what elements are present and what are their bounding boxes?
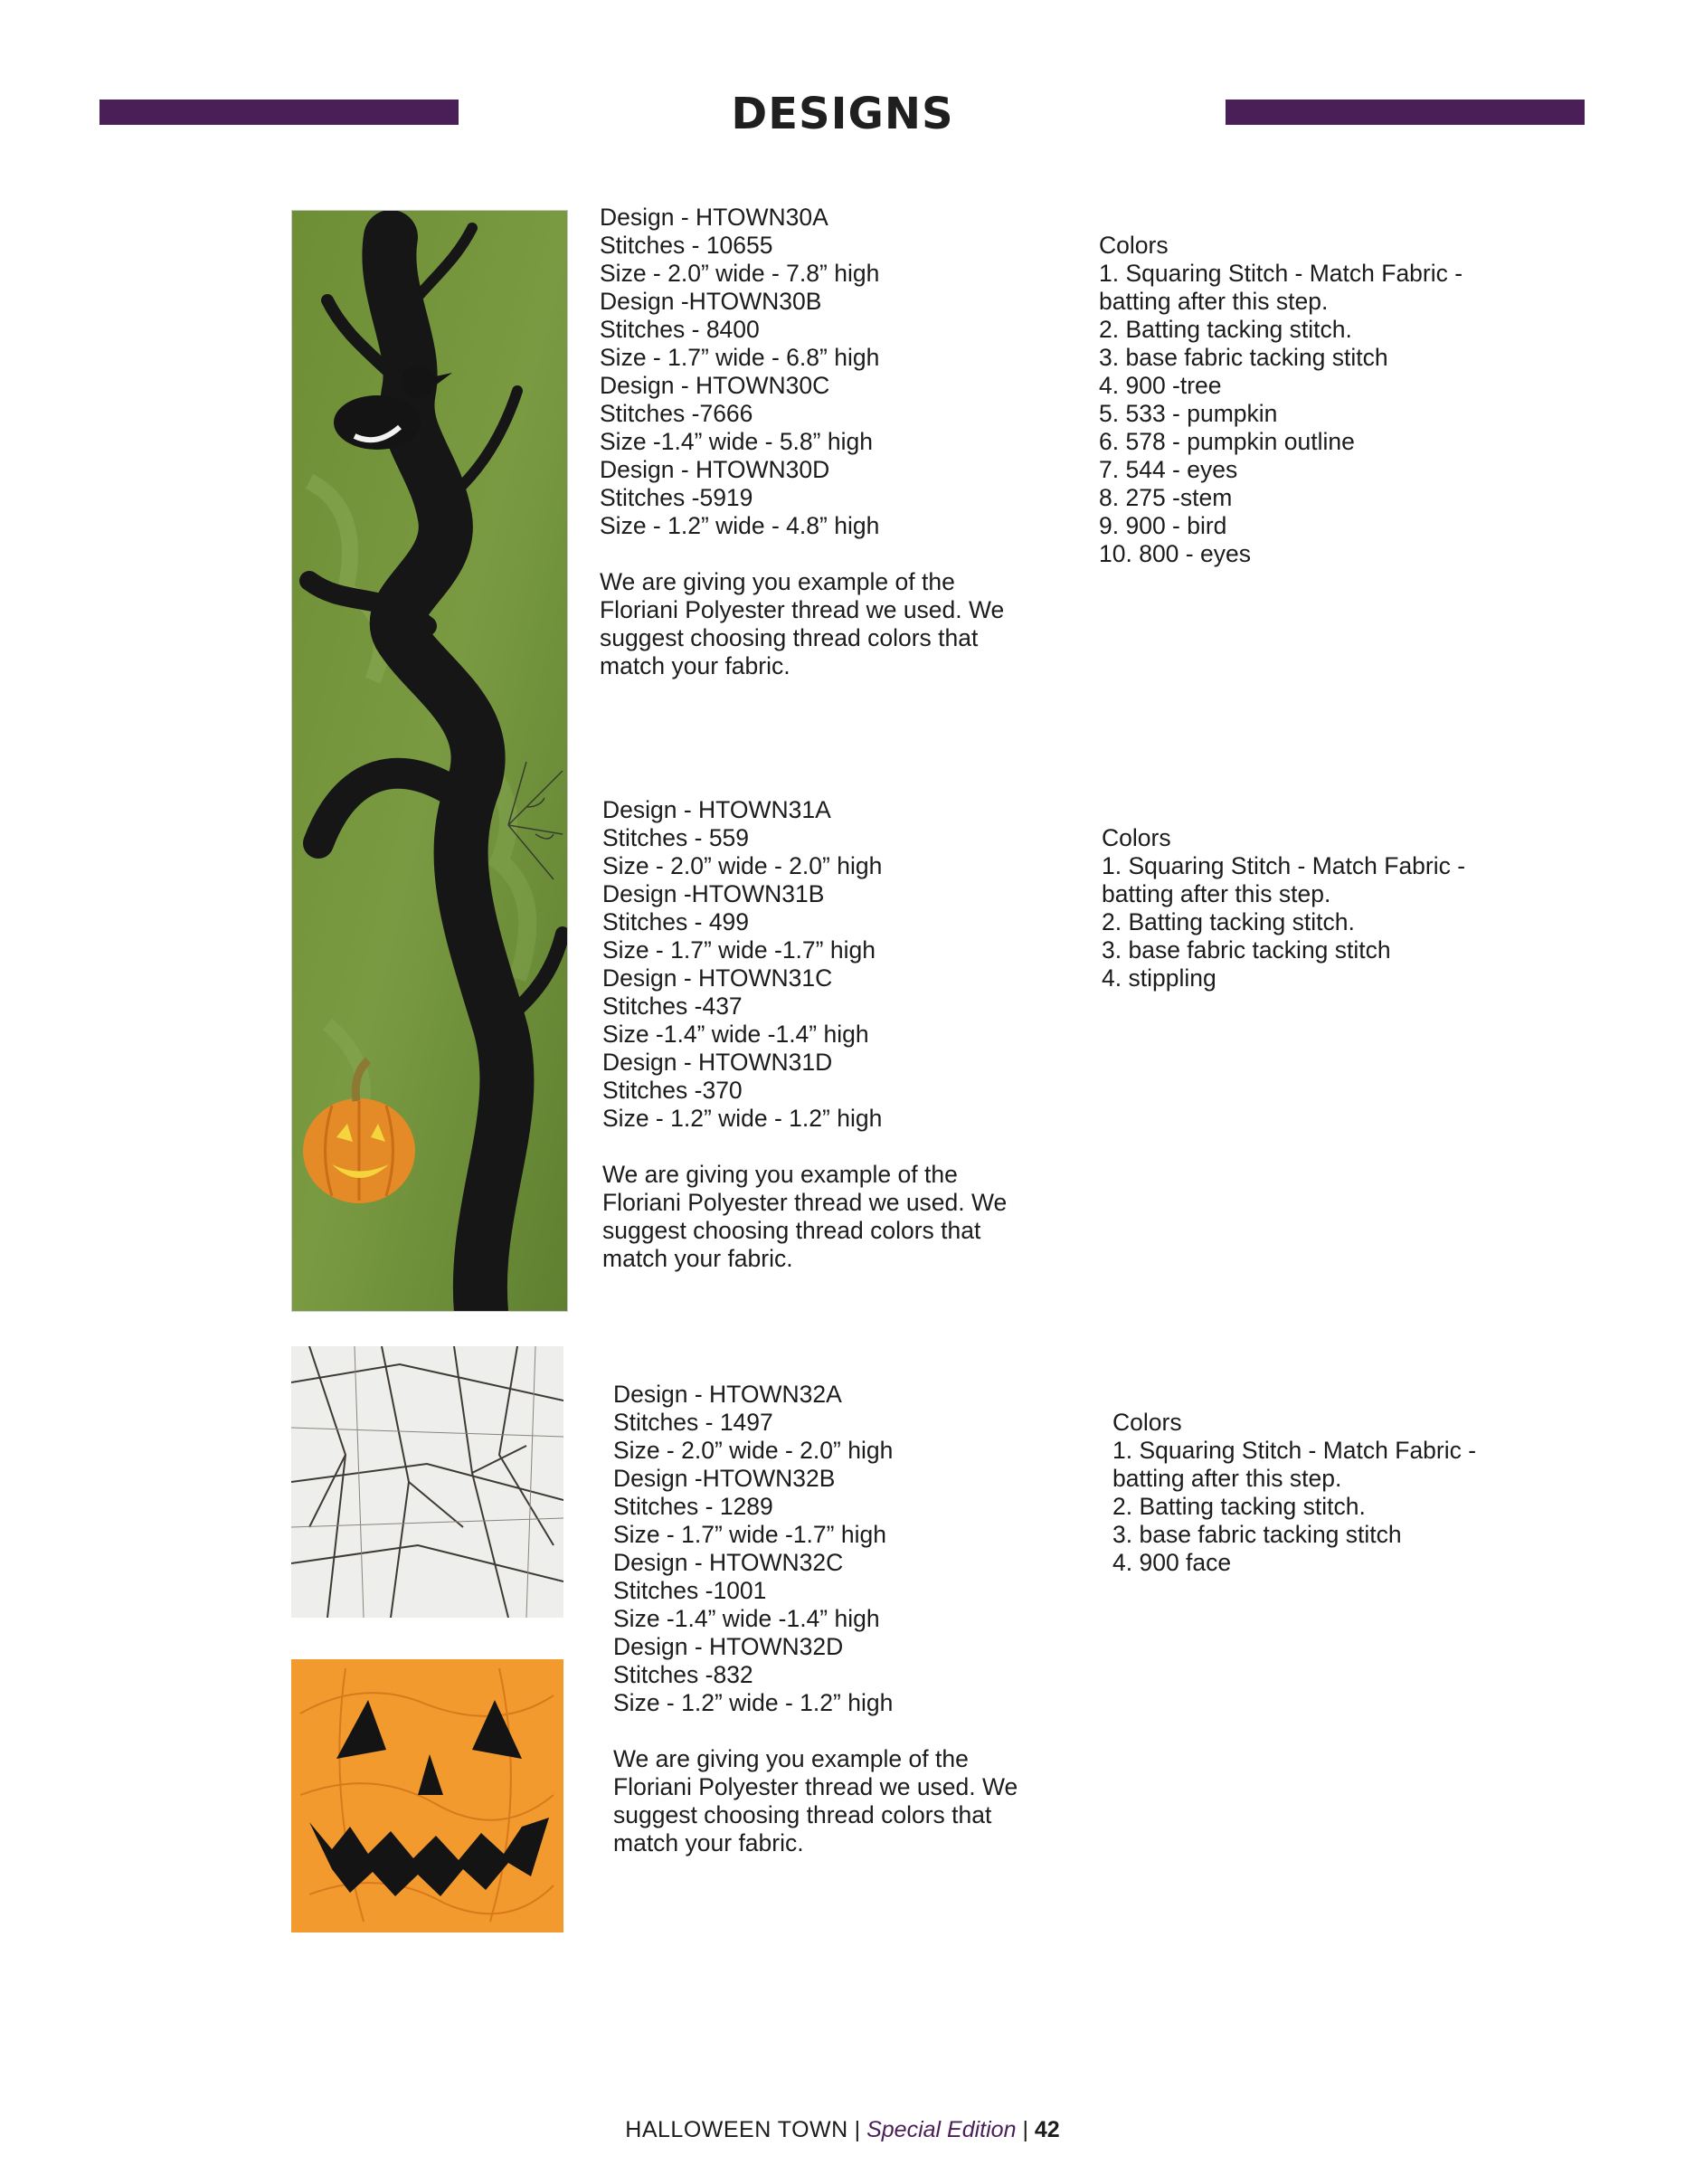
thread-note-line: We are giving you example of the	[613, 1745, 969, 1772]
colors-heading: Colors	[1112, 1409, 1182, 1436]
spec-line: Design -HTOWN30B	[600, 288, 822, 315]
spec-line: Size -1.4” wide - 5.8” high	[600, 428, 873, 455]
page-title: DESIGNS	[731, 89, 954, 139]
spec-line: Stitches - 1497	[613, 1409, 773, 1436]
spec-line: Design - HTOWN32D	[613, 1633, 844, 1660]
design-specs-htown31	[602, 796, 1007, 1273]
footer-brand: HALLOWEEN TOWN	[625, 2117, 848, 2142]
spec-line: Size - 1.7” wide -1.7” high	[602, 936, 876, 964]
spec-line: Design - HTOWN31A	[602, 796, 831, 823]
spec-line: Design -HTOWN31B	[602, 880, 825, 907]
spec-line: Design - HTOWN31D	[602, 1049, 833, 1076]
spec-line: Size - 1.2” wide - 1.2” high	[602, 1105, 883, 1132]
thread-note-line: match your fabric.	[613, 1829, 804, 1856]
spec-line: Size -1.4” wide -1.4” high	[602, 1021, 869, 1048]
color-line: 4. stippling	[1102, 964, 1216, 992]
footer-edition: Special Edition	[866, 2117, 1017, 2142]
spec-line: Stitches -7666	[600, 400, 753, 427]
spec-line: Design - HTOWN32C	[613, 1549, 844, 1576]
design-specs-htown30	[600, 204, 1004, 680]
colors-heading: Colors	[1099, 232, 1169, 259]
color-line: 8. 275 -stem	[1099, 484, 1233, 511]
color-line: 2. Batting tacking stitch.	[1099, 316, 1352, 343]
color-line: 1. Squaring Stitch - Match Fabric -	[1102, 852, 1466, 879]
color-line: batting after this step.	[1112, 1465, 1342, 1492]
spec-line: Size -1.4” wide -1.4” high	[613, 1605, 880, 1632]
thread-note-line: We are giving you example of the	[602, 1161, 958, 1188]
color-line: 2. Batting tacking stitch.	[1112, 1493, 1366, 1520]
design-specs-htown32	[613, 1381, 1018, 1857]
color-list-htown30	[1099, 232, 1463, 568]
spec-line: Stitches -1001	[613, 1577, 767, 1604]
color-line: 1. Squaring Stitch - Match Fabric -	[1112, 1437, 1477, 1464]
spec-line: Size - 1.2” wide - 1.2” high	[613, 1689, 894, 1716]
spec-line: Size - 1.2” wide - 4.8” high	[600, 512, 880, 539]
spec-line: Design - HTOWN30D	[600, 456, 830, 483]
color-line: 2. Batting tacking stitch.	[1102, 908, 1355, 935]
jack-o-lantern-face-image	[291, 1659, 563, 1932]
spec-line: Size - 1.7” wide - 6.8” high	[600, 344, 880, 371]
colors-heading: Colors	[1102, 824, 1171, 851]
bare-branches-fabric-image	[291, 1346, 563, 1618]
color-line: 4. 900 face	[1112, 1549, 1232, 1576]
thread-note-line: suggest choosing thread colors that	[600, 624, 979, 651]
page-number: 42	[1034, 2117, 1060, 2142]
spec-line: Stitches - 10655	[600, 232, 773, 259]
thread-note-line: suggest choosing thread colors that	[602, 1217, 981, 1244]
spec-line: Stitches -832	[613, 1661, 753, 1688]
color-line: 3. base fabric tacking stitch	[1112, 1521, 1402, 1548]
thread-note-line: Floriani Polyester thread we used. We	[602, 1189, 1008, 1216]
spec-line: Design - HTOWN30A	[600, 204, 828, 231]
color-list-htown31	[1102, 824, 1465, 992]
thread-note-line: match your fabric.	[600, 652, 790, 679]
thread-note-line: We are giving you example of the	[600, 568, 955, 595]
tree-crow-pumpkin-image	[291, 210, 568, 1312]
color-line: 1. Squaring Stitch - Match Fabric -	[1099, 260, 1463, 287]
spec-line: Size - 2.0” wide - 7.8” high	[600, 260, 880, 287]
header-accent-bar-right	[1226, 100, 1585, 125]
footer-separator: |	[1022, 2117, 1028, 2142]
color-line: 10. 800 - eyes	[1099, 540, 1251, 567]
spec-line: Design - HTOWN30C	[600, 372, 830, 399]
color-line: 5. 533 - pumpkin	[1099, 400, 1278, 427]
color-list-htown32	[1112, 1409, 1476, 1577]
spec-line: Stitches -437	[602, 992, 743, 1020]
color-line: batting after this step.	[1099, 288, 1329, 315]
spec-line: Design - HTOWN32A	[613, 1381, 842, 1408]
thread-note-line: Floriani Polyester thread we used. We	[600, 596, 1005, 623]
spec-line: Stitches - 559	[602, 824, 750, 851]
spec-line: Stitches -370	[602, 1077, 743, 1104]
color-line: 9. 900 - bird	[1099, 512, 1227, 539]
spec-line: Size - 2.0” wide - 2.0” high	[602, 852, 883, 879]
color-line: 6. 578 - pumpkin outline	[1099, 428, 1355, 455]
spec-line: Stitches - 8400	[600, 316, 760, 343]
color-line: 4. 900 -tree	[1099, 372, 1222, 399]
spec-line: Size - 1.7” wide -1.7” high	[613, 1521, 886, 1548]
footer-separator: |	[854, 2117, 861, 2142]
spec-line: Stitches -5919	[600, 484, 753, 511]
thread-note-line: Floriani Polyester thread we used. We	[613, 1773, 1018, 1800]
page-footer	[0, 2117, 1685, 2143]
color-line: 3. base fabric tacking stitch	[1099, 344, 1388, 371]
color-line: 3. base fabric tacking stitch	[1102, 936, 1391, 964]
thread-note-line: suggest choosing thread colors that	[613, 1801, 992, 1828]
spec-line: Design -HTOWN32B	[613, 1465, 836, 1492]
color-line: batting after this step.	[1102, 880, 1331, 907]
spec-line: Design - HTOWN31C	[602, 964, 833, 992]
spec-line: Size - 2.0” wide - 2.0” high	[613, 1437, 894, 1464]
spec-line: Stitches - 499	[602, 908, 750, 935]
color-line: 7. 544 - eyes	[1099, 456, 1238, 483]
thread-note-line: match your fabric.	[602, 1245, 793, 1272]
spec-line: Stitches - 1289	[613, 1493, 773, 1520]
